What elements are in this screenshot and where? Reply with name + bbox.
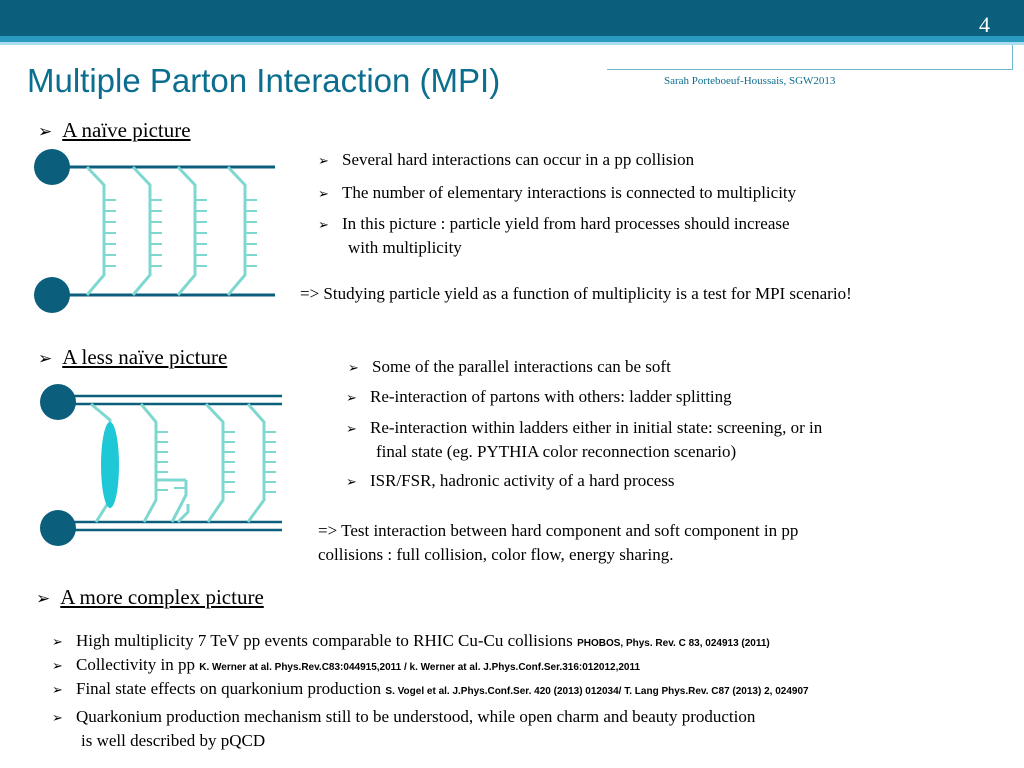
author-footer: Sarah Porteboeuf-Houssais, SGW2013	[664, 75, 836, 87]
bullet-text: Final state effects on quarkonium production	[76, 679, 386, 698]
bullet-arrow-icon: ➢	[318, 217, 329, 232]
bullet-text: ISR/FSR, hadronic activity of a hard process	[370, 471, 675, 490]
bullet-text: with multiplicity	[348, 238, 462, 257]
less-naive-mpi-diagram	[36, 380, 286, 550]
conclusion-text: collisions : full collision, color flow, energy sharing.	[318, 545, 674, 564]
section-label: A less naïve picture	[62, 345, 228, 369]
bullet-text: Collectivity in pp	[76, 655, 200, 674]
bullet-text: In this picture : particle yield from hard processes should increase	[342, 214, 790, 233]
bullet-continuation	[324, 236, 462, 260]
bullet-arrow-icon: ➢	[52, 682, 63, 697]
bullet-arrow-icon: ➢	[318, 153, 329, 168]
reference-citation: K. Werner at al. Phys.Rev.C83:044915,2011 / k. Werner at al. J.Phys.Conf.Ser.316:012012,2011	[199, 662, 641, 673]
section-heading-less-naive	[38, 345, 227, 370]
bullet-text: High multiplicity 7 TeV pp events comparable to RHIC Cu-Cu collisions	[76, 631, 578, 650]
bullet-arrow-icon: ➢	[346, 421, 357, 436]
bullet-item	[52, 677, 809, 704]
section-heading-complex	[36, 585, 264, 610]
bullet-arrow-icon: ➢	[52, 710, 63, 725]
bullet-text: Some of the parallel interactions can be soft	[372, 357, 671, 376]
bullet-continuation: is well described by pQCD	[81, 731, 266, 750]
bullet-item	[348, 355, 671, 380]
bullet-arrow-icon: ➢	[38, 349, 53, 368]
bullet-item	[318, 212, 790, 237]
conclusion-text: => Test interaction between hard component and soft component in pp	[318, 521, 799, 540]
bullet-item	[318, 148, 694, 173]
slide-title: Multiple Parton Interaction (MPI)	[27, 62, 501, 99]
bullet-item	[52, 653, 640, 680]
bullet-text: Several hard interactions can occur in a pp collision	[342, 150, 695, 169]
section-heading-naive	[38, 118, 191, 143]
page-number: 4	[979, 12, 990, 37]
bullet-text: The number of elementary interactions is connected to multiplicity	[342, 183, 797, 202]
bullet-item	[52, 629, 770, 656]
bullet-item	[346, 469, 675, 494]
bullet-item	[318, 181, 796, 206]
bullet-text: Quarkonium production mechanism still to be understood, while open charm and beauty production	[76, 707, 756, 726]
section-label: A more complex picture	[60, 585, 264, 609]
bullet-arrow-icon: ➢	[346, 390, 357, 405]
bullet-arrow-icon: ➢	[52, 634, 63, 649]
bullet-arrow-icon: ➢	[318, 186, 329, 201]
bullet-continuation: final state (eg. PYTHIA color reconnection scenario)	[376, 442, 737, 461]
bullet-arrow-icon: ➢	[52, 658, 63, 673]
corner-frame	[607, 45, 1013, 70]
section-label: A naïve picture	[62, 118, 191, 142]
bullet-text: Re-interaction of partons with others: ladder splitting	[370, 387, 732, 406]
bullet-text: Re-interaction within ladders either in initial state: screening, or in	[370, 418, 823, 437]
bullet-arrow-icon: ➢	[348, 360, 359, 375]
naive-mpi-diagram	[30, 145, 280, 315]
reference-citation: PHOBOS, Phys. Rev. C 83, 024913 (2011)	[577, 638, 770, 649]
bullet-item	[346, 385, 732, 410]
bullet-arrow-icon: ➢	[346, 474, 357, 489]
conclusion-text: => Studying particle yield as a function of multiplicity is a test for MPI scenario!	[300, 284, 852, 303]
header-bar	[0, 0, 1024, 36]
reference-citation: S. Vogel et al. J.Phys.Conf.Ser. 420 (2013) 012034/ T. Lang Phys.Rev. C87 (2013) 2, 024907	[385, 686, 809, 697]
bullet-arrow-icon: ➢	[38, 122, 53, 141]
bullet-item	[346, 416, 822, 441]
bullet-arrow-icon: ➢	[36, 589, 51, 608]
bullet-item	[52, 705, 755, 730]
